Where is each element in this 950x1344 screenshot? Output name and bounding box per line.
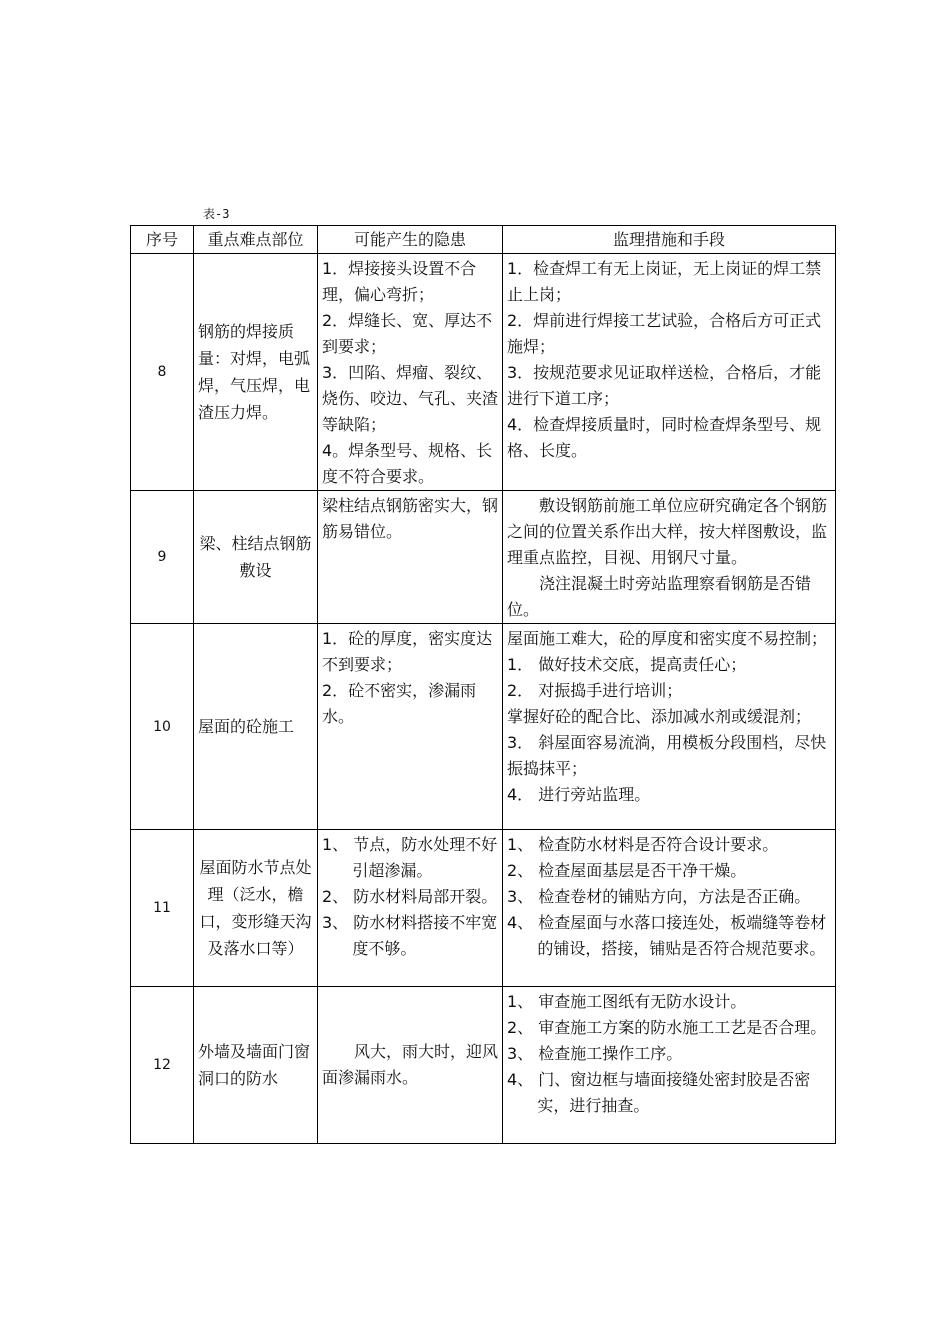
hazard-item: 1．焊接接头设置不合理，偏心弯折； (322, 259, 477, 304)
row-measures (503, 491, 836, 624)
row-area: 屋面防水节点处理（泛水，檐口，变形缝天沟及落水口等） (194, 830, 318, 987)
table-row (131, 987, 836, 1144)
measure-item: 敷设钢筋前施工单位应研究确定各个钢筋之间的位置关系作出大样，按大样图敷设，监理重点监控，目视、用钢尺寸量。 (507, 496, 828, 567)
row-num: 8 (131, 254, 194, 491)
row-num: 12 (131, 987, 194, 1144)
header-area: 重点难点部位 (194, 226, 318, 254)
row-area: 外墙及墙面门窗洞口的防水 (194, 987, 318, 1144)
measure-item: 3、 检查卷材的铺贴方向，方法是否正确。 (507, 887, 811, 906)
header-measures: 监理措施和手段 (503, 226, 836, 254)
measure-item: 4．检查焊接质量时，同时检查焊条型号、规格、长度。 (507, 415, 822, 460)
hazard-item: 1．砼的厚度，密实度达不到要求； (322, 629, 493, 674)
row-num: 10 (131, 624, 194, 830)
measure-item: 4、 检查屋面与水落口接连处，板端缝等卷材的铺设，搭接，铺贴是否符合规范要求。 (507, 913, 827, 958)
measure-item: 浇注混凝土时旁站监理察看钢筋是否错位。 (507, 574, 812, 619)
measure-item: 4、 门、窗边框与墙面接缝处密封胶是否密实，进行抽查。 (507, 1070, 811, 1115)
hazard-item: 2．砼不密实，渗漏雨水。 (322, 681, 477, 726)
supervision-table (130, 225, 836, 1144)
hazard-item: 3、 防水材料搭接不牢宽度不够。 (322, 913, 498, 958)
hazard-item: 4。焊条型号、规格、长度不符合要求。 (322, 441, 493, 486)
table-row (131, 491, 836, 624)
measure-item: 3、 检查施工操作工序。 (507, 1044, 683, 1063)
hazard-item: 2．焊缝长、宽、厚达不到要求； (322, 311, 493, 356)
measure-item: 1、 检查防水材料是否符合设计要求。 (507, 835, 779, 854)
hazard-item: 梁柱结点钢筋密实大，钢筋易错位。 (322, 496, 499, 541)
hazard-item: 风大，雨大时，迎风面渗漏雨水。 (322, 1042, 499, 1087)
row-area: 梁、柱结点钢筋敷设 (194, 491, 318, 624)
row-num: 11 (131, 830, 194, 987)
table-row (131, 830, 836, 987)
row-measures (503, 830, 836, 987)
row-area: 屋面的砼施工 (194, 624, 318, 830)
measure-item: 1、 审查施工图纸有无防水设计。 (507, 992, 747, 1011)
header-hazards: 可能产生的隐患 (318, 226, 503, 254)
row-hazards (318, 987, 503, 1144)
row-hazards (318, 624, 503, 830)
measure-item: 2、 检查屋面基层是否干净干燥。 (507, 861, 747, 880)
measure-item: 2、 审查施工方案的防水施工工艺是否合理。 (507, 1018, 827, 1037)
table-caption: 表-3 (203, 207, 230, 221)
measure-item: 4． 进行旁站监理。 (507, 785, 651, 804)
row-hazards (318, 491, 503, 624)
measure-item: 3．按规范要求见证取样送检，合格后，才能进行下道工序； (507, 363, 822, 408)
hazard-item: 3．凹陷、焊瘤、裂纹、烧伤、咬边、气孔、夹渣等缺陷； (322, 363, 499, 434)
measure-item: 1．检查焊工有无上岗证，无上岗证的焊工禁止上岗； (507, 259, 822, 304)
row-measures (503, 254, 836, 491)
measure-item: 掌握好砼的配合比、添加减水剂或缓混剂； (507, 707, 812, 726)
row-area: 钢筋的焊接质量：对焊，电弧焊，气压焊，电渣压力焊。 (194, 254, 318, 491)
hazard-item: 2、 防水材料局部开裂。 (322, 887, 498, 906)
table-row (131, 254, 836, 491)
row-measures (503, 987, 836, 1144)
measure-item: 2．焊前进行焊接工艺试验，合格后方可正式施焊； (507, 311, 822, 356)
row-num: 9 (131, 491, 194, 624)
measure-item: 2． 对振捣手进行培训； (507, 681, 683, 700)
hazard-item: 1、 节点，防水处理不好引超渗漏。 (322, 835, 498, 880)
row-hazards (318, 830, 503, 987)
measure-item: 3． 斜屋面容易流淌，用模板分段围档，尽快振捣抹平； (507, 733, 827, 778)
measure-item: 1． 做好技术交底，提高责任心； (507, 655, 747, 674)
table-row (131, 624, 836, 830)
header-row (131, 226, 836, 254)
header-num: 序号 (131, 226, 194, 254)
row-measures (503, 624, 836, 830)
measure-item: 屋面施工难大，砼的厚度和密实度不易控制； (507, 629, 828, 648)
row-hazards (318, 254, 503, 491)
